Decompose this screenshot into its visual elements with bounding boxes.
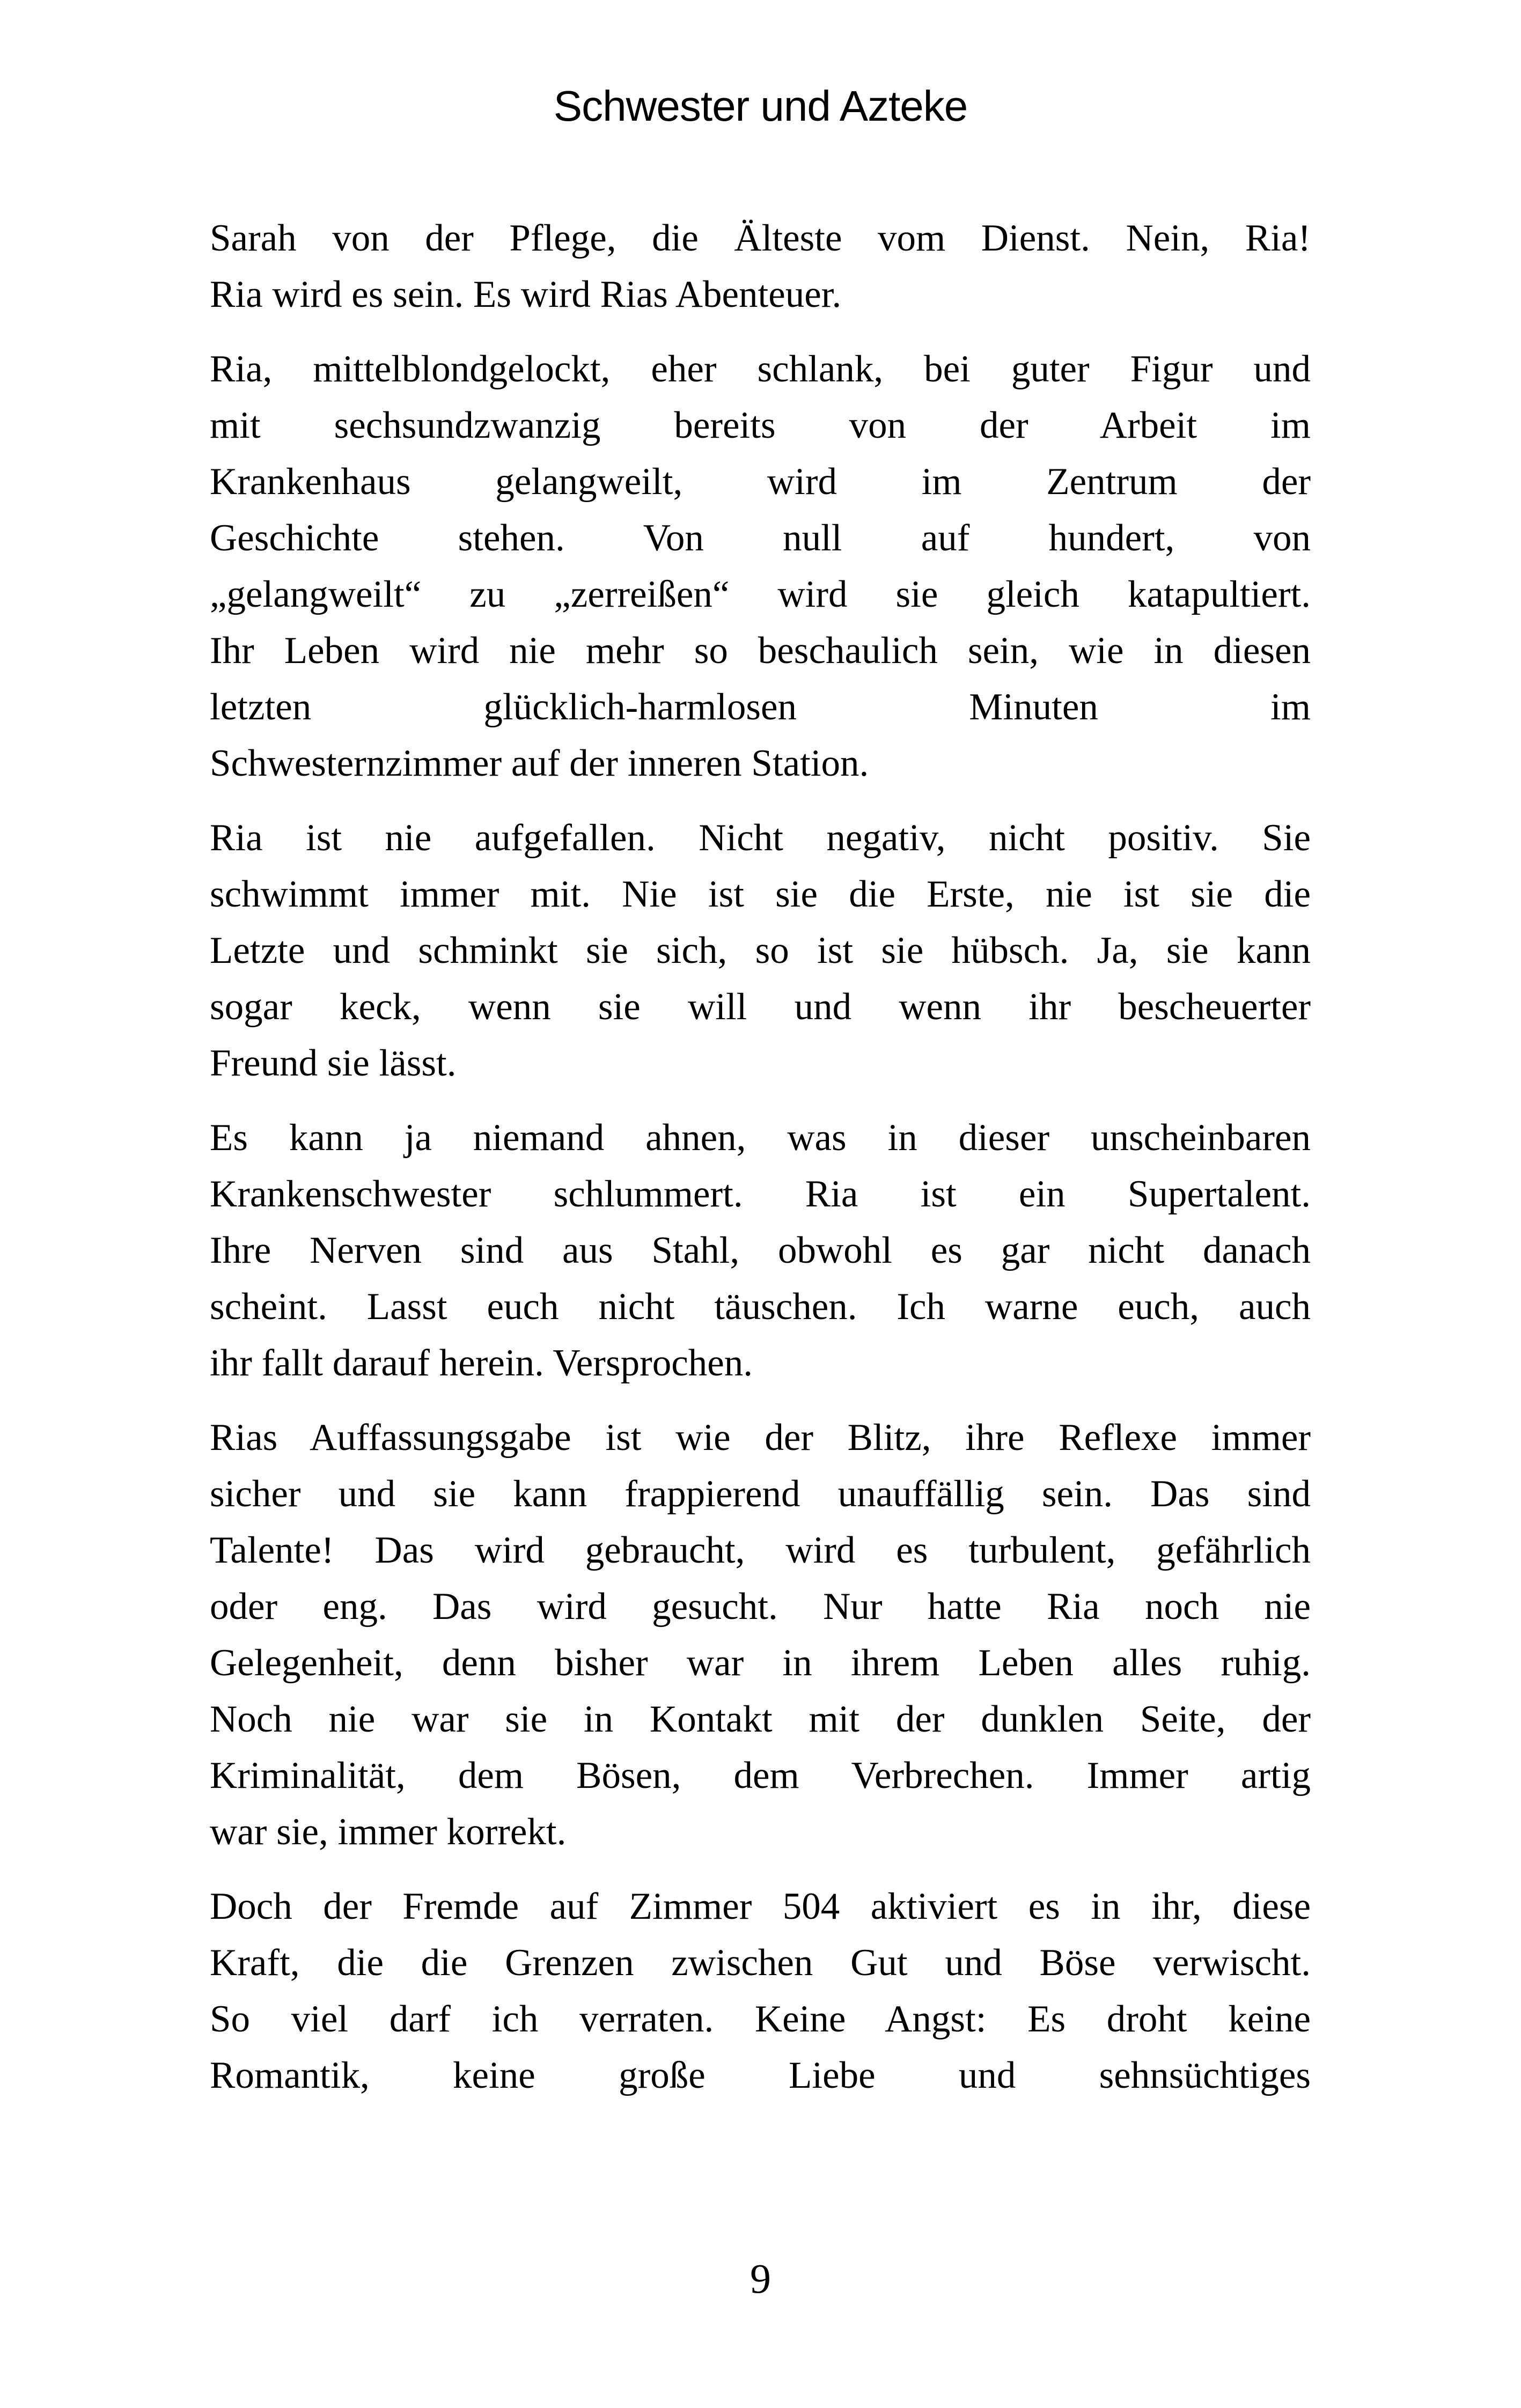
- text-line: Es kann ja niemand ahnen, was in dieser unscheinbaren: [210, 1117, 1311, 1159]
- paragraph: [210, 341, 1311, 792]
- text-line: Romantik, keine große Liebe und sehnsüchtiges: [210, 2054, 1311, 2096]
- paragraph: [210, 1879, 1311, 2104]
- text-line: scheint. Lasst euch nicht täuschen. Ich warne euch, auch: [210, 1286, 1311, 1328]
- text-line: war sie, immer korrekt.: [210, 1811, 567, 1853]
- paragraph: [210, 1410, 1311, 1860]
- text-line: Ria wird es sein. Es wird Rias Abenteuer.: [210, 274, 842, 315]
- text-line: Kraft, die die Grenzen zwischen Gut und Böse verwischt.: [210, 1942, 1311, 1984]
- text-block: [210, 210, 1311, 2122]
- text-line: schwimmt immer mit. Nie ist sie die Erste, nie ist sie die: [210, 873, 1311, 915]
- text-line: Ria ist nie aufgefallen. Nicht negativ, nicht positiv. Sie: [210, 817, 1311, 859]
- text-line: Letzte und schminkt sie sich, so ist sie hübsch. Ja, sie kann: [210, 930, 1311, 971]
- text-line: Freund sie lässt.: [210, 1042, 457, 1084]
- text-line: „gelangweilt“ zu „zerreißen“ wird sie gleich katapultiert.: [210, 573, 1311, 615]
- text-line: sogar keck, wenn sie will und wenn ihr bescheuerter: [210, 986, 1311, 1028]
- paragraph: [210, 1110, 1311, 1391]
- text-line: Doch der Fremde auf Zimmer 504 aktiviert es in ihr, diese: [210, 1886, 1311, 1927]
- text-line: Krankenschwester schlummert. Ria ist ein Supertalent.: [210, 1173, 1311, 1215]
- text-line: Schwesternzimmer auf der inneren Station.: [210, 742, 869, 784]
- page-number: 9: [750, 2255, 771, 2302]
- chapter-title: Schwester und Azteke: [553, 82, 968, 130]
- text-line: mit sechsundzwanzig bereits von der Arbeit im: [210, 404, 1311, 446]
- text-line: Noch nie war sie in Kontakt mit der dunklen Seite, der: [210, 1698, 1311, 1740]
- text-line: Ihre Nerven sind aus Stahl, obwohl es gar nicht danach: [210, 1229, 1311, 1271]
- text-line: ihr fallt darauf herein. Versprochen.: [210, 1342, 753, 1384]
- text-line: letzten glücklich-harmlosen Minuten im: [210, 686, 1311, 728]
- paragraph: [210, 810, 1311, 1092]
- text-line: Rias Auffassungsgabe ist wie der Blitz, ihre Reflexe immer: [210, 1417, 1311, 1459]
- text-line: oder eng. Das wird gesucht. Nur hatte Ria noch nie: [210, 1586, 1311, 1628]
- paragraph: [210, 210, 1311, 323]
- text-line: Krankenhaus gelangweilt, wird im Zentrum der: [210, 461, 1311, 503]
- text-line: Gelegenheit, denn bisher war in ihrem Leben alles ruhig.: [210, 1642, 1311, 1684]
- text-line: Ria, mittelblondgelockt, eher schlank, bei guter Figur und: [210, 348, 1311, 390]
- text-line: Ihr Leben wird nie mehr so beschaulich sein, wie in diesen: [210, 630, 1311, 672]
- text-line: So viel darf ich verraten. Keine Angst: Es droht keine: [210, 1998, 1311, 2040]
- text-line: Sarah von der Pflege, die Älteste vom Dienst. Nein, Ria!: [210, 217, 1311, 259]
- text-line: Geschichte stehen. Von null auf hundert, von: [210, 517, 1311, 559]
- text-line: Kriminalität, dem Bösen, dem Verbrechen. Immer artig: [210, 1755, 1311, 1796]
- text-line: Talente! Das wird gebraucht, wird es turbulent, gefährlich: [210, 1529, 1311, 1571]
- text-line: sicher und sie kann frappierend unauffällig sein. Das sind: [210, 1473, 1311, 1515]
